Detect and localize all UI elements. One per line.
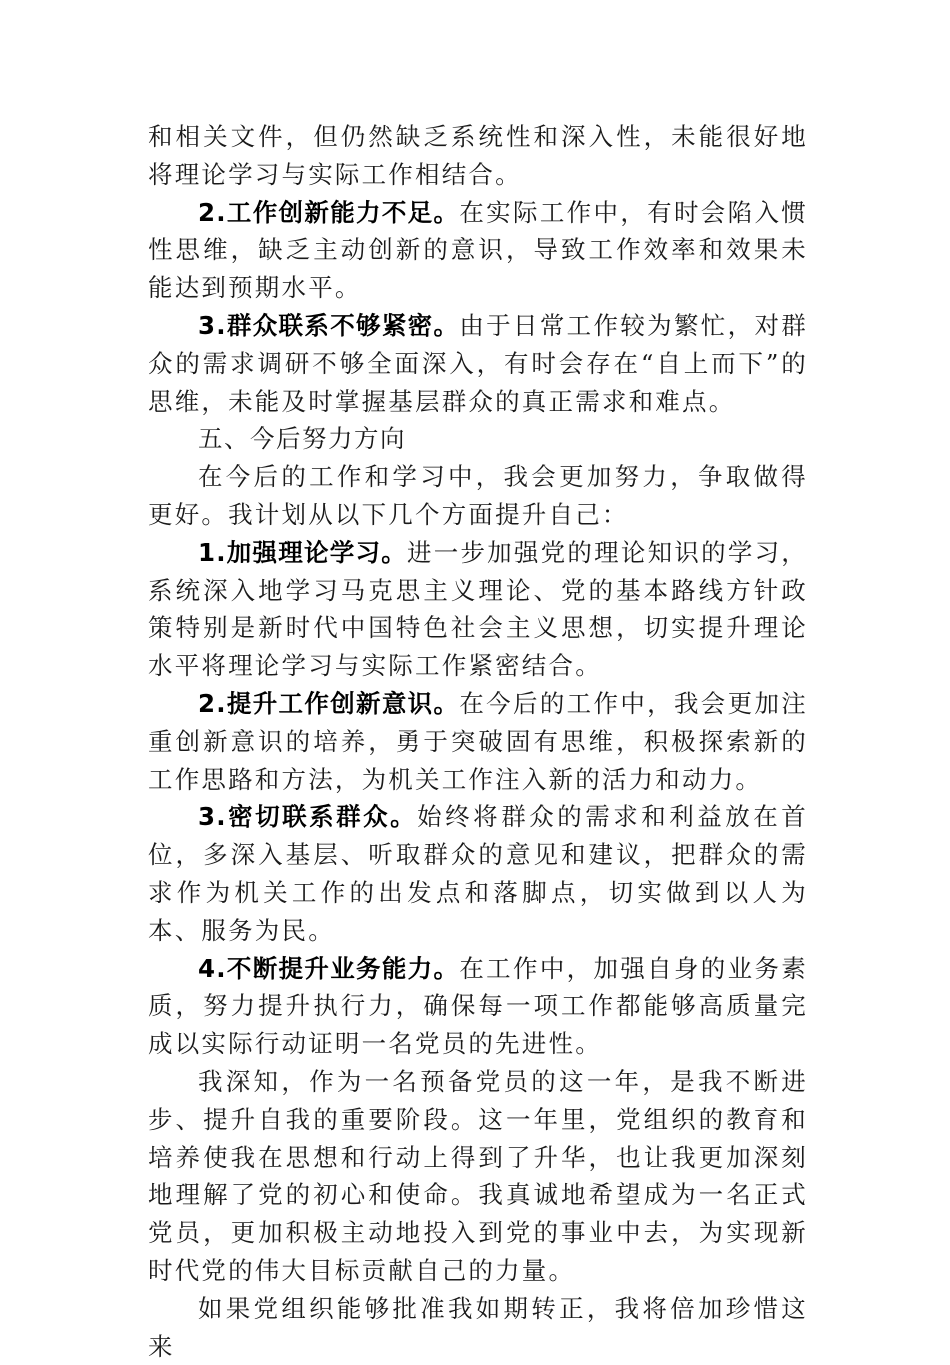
issue-3-lead: 3.群众联系不够紧密。 [198, 310, 460, 340]
plan-3-body: 始终将群众的需求和利益放在首位，多深入基层、听取群众的意见和建议，把群众的需求作为机关工作的出发点和落脚点，切实做到以人为本、服务为民。 [148, 802, 808, 945]
paragraph-plan-2 [148, 685, 808, 798]
issue-2-lead: 2.工作创新能力不足。 [198, 197, 460, 227]
paragraph-closing: 如果党组织能够批准我如期转正，我将倍加珍惜这来 [148, 1293, 808, 1361]
paragraph-plan-1 [148, 534, 808, 685]
plan-2-body: 在今后的工作中，我会更加注重创新意识的培养，勇于突破固有思维，积极探索新的工作思路和方法，为机关工作注入新的活力和动力。 [148, 688, 808, 794]
issue-3-body: 由于日常工作较为繁忙，对群众的需求调研不够全面深入，有时会存在“自上而下”的思维，未能及时掌握基层群众的真正需求和难点。 [148, 310, 808, 416]
paragraph-issue-3 [148, 307, 808, 420]
plan-4-body: 在工作中，加强自身的业务素质，努力提升执行力，确保每一项工作都能够高质量完成以实际行动证明一名党员的先进性。 [148, 953, 808, 1059]
section-heading: 五、今后努力方向 [198, 424, 406, 454]
paragraph-reflection: 我深知，作为一名预备党员的这一年，是我不断进步、提升自我的重要阶段。这一年里，党组织的教育和培养使我在思想和行动上得到了升华，也让我更加深刻地理解了党的初心和使命。我真诚地希望成为一名正式党员，更加积极主动地投入到党的事业中去，为实现新时代党的伟大目标贡献自己的力量。 [148, 1066, 808, 1285]
paragraph-continuation: 和相关文件，但仍然缺乏系统性和深入性，未能很好地将理论学习与实际工作相结合。 [148, 122, 808, 189]
paragraph-plan-4 [148, 950, 808, 1063]
plan-3-lead: 3.密切联系群众。 [198, 802, 418, 832]
issue-2-body: 在实际工作中，有时会陷入惯性思维，缺乏主动创新的意识，导致工作效率和效果未能达到预期水平。 [148, 197, 808, 303]
plan-4-lead: 4.不断提升业务能力。 [198, 953, 460, 983]
document-page [148, 118, 808, 1365]
paragraph-plan-3 [148, 798, 808, 949]
plan-1-lead: 1.加强理论学习。 [198, 537, 407, 567]
plan-1-body: 进一步加强党的理论知识的学习，系统深入地学习马克思主义理论、党的基本路线方针政策特别是新时代中国特色社会主义思想，切实提升理论水平将理论学习与实际工作紧密结合。 [148, 537, 809, 681]
plan-2-lead: 2.提升工作创新意识。 [198, 688, 460, 718]
paragraph-issue-2 [148, 194, 808, 307]
paragraph-intro: 在今后的工作和学习中，我会更加努力，争取做得更好。我计划从以下几个方面提升自己： [148, 462, 808, 529]
